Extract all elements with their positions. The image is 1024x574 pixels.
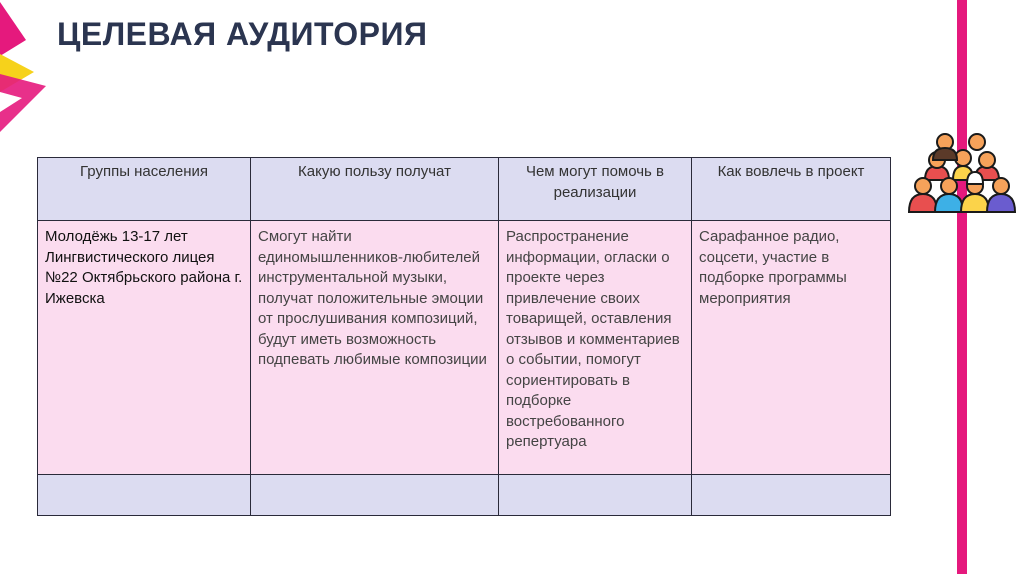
cell-groups: Молодёжь 13-17 лет Лингвистического лицея №22 Октябрьского района г. Ижевска — [38, 221, 251, 475]
table-row — [38, 221, 891, 475]
cell-help: Распространение информации, огласки о проекте через привлечение своих товарищей, оставления отзывов и комментариев о событии, помогут сориентировать в подборке востребованного репертуара — [499, 221, 692, 475]
header-benefit: Какую пользу получат — [251, 158, 499, 221]
corner-decoration — [0, 0, 60, 140]
empty-cell — [38, 475, 251, 516]
vertical-accent-bar — [957, 0, 967, 574]
header-help: Чем могут помочь в реализации — [499, 158, 692, 221]
target-audience-table — [37, 157, 890, 515]
empty-cell — [692, 475, 891, 516]
cell-involve: Сарафанное радио, соцсети, участие в подборке программы мероприятия — [692, 221, 891, 475]
table-row-empty — [38, 475, 891, 516]
cell-benefit: Смогут найти единомышленников-любителей инструментальной музыки, получат положительные эмоции от прослушивания композиций, будут иметь возможность подпевать любимые композиции — [251, 221, 499, 475]
table-header-row — [38, 158, 891, 221]
page-title: ЦЕЛЕВАЯ АУДИТОРИЯ — [57, 16, 428, 52]
empty-cell — [251, 475, 499, 516]
header-involve: Как вовлечь в проект — [692, 158, 891, 221]
header-groups: Группы населения — [38, 158, 251, 221]
empty-cell — [499, 475, 692, 516]
people-group-icon — [905, 130, 1017, 214]
